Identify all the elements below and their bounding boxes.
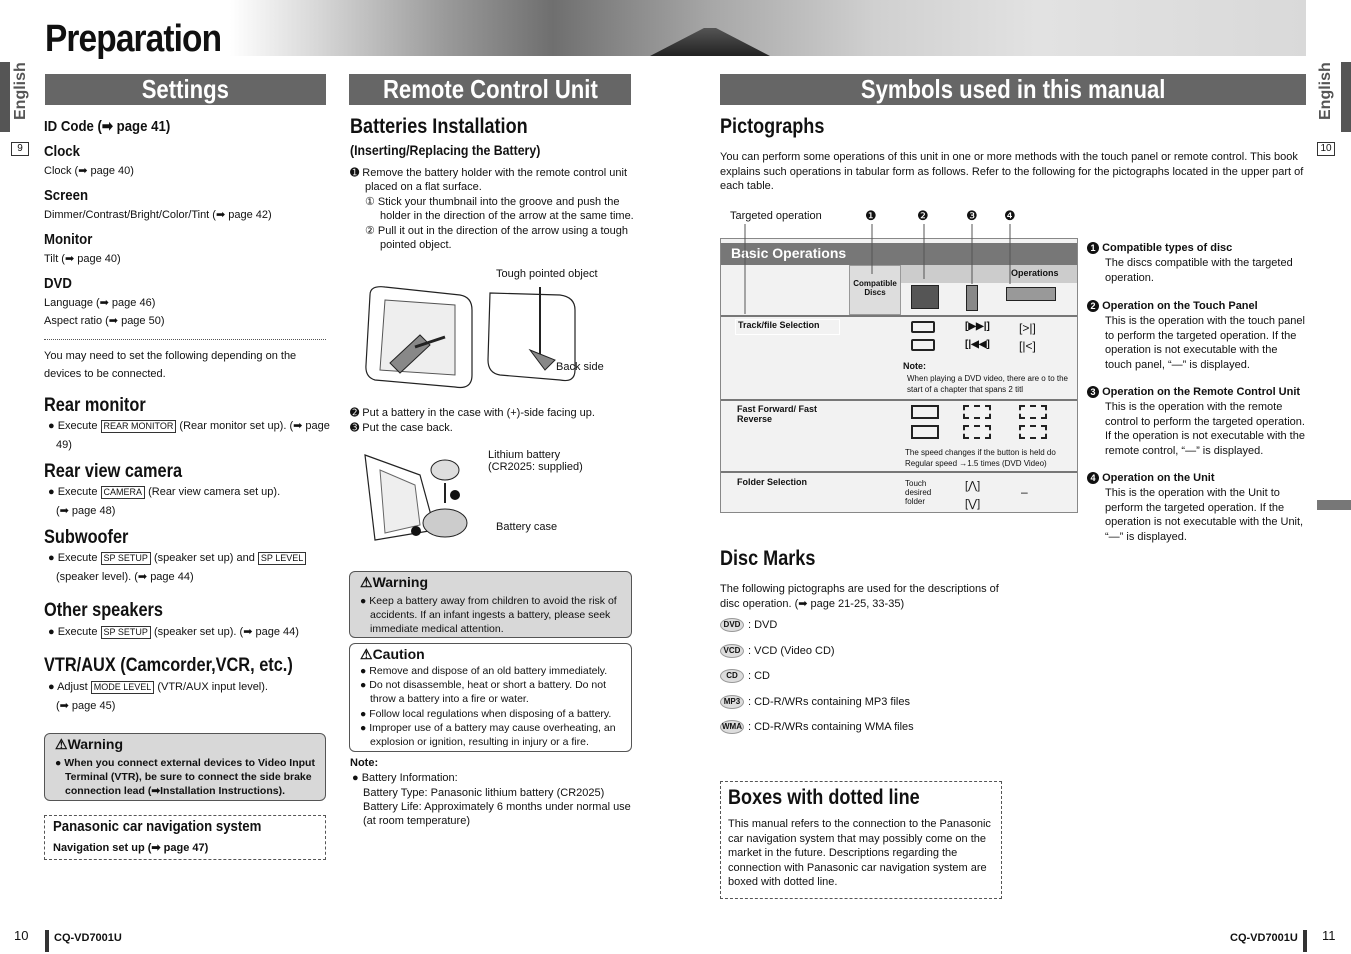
dvd-language-text: Language (➡ page 46) [44, 297, 156, 309]
number-4: ❹ [1004, 208, 1016, 223]
number-1: ❶ [865, 208, 877, 223]
settings-warning-box [44, 733, 326, 801]
dvd-icon: DVD [720, 618, 744, 632]
caution-item: ● Do not disassemble, heat or short a battery. Do not throw a battery into a fire or water. [360, 679, 607, 705]
step1-text-2: placed on a flat surface. [365, 181, 482, 193]
note-heading: Note: [350, 757, 379, 769]
sp-setup-key-2: SP SETUP [101, 626, 151, 639]
other-speakers-heading: Other speakers [44, 600, 163, 621]
vcd-icon: VCD [720, 644, 744, 658]
warning-icon: ⚠ [360, 574, 373, 590]
step1-text: ➊ Remove the battery holder with the remote control unit [350, 167, 628, 179]
right-page-num: 10 [1317, 142, 1335, 156]
nav-system-box [44, 815, 326, 860]
symbols-header-bar: Symbols used in this manual [720, 74, 1306, 105]
compat-col: Compatible Discs [853, 279, 897, 297]
header-banner-image [230, 0, 1306, 56]
dotted-box-heading: Boxes with dotted line [728, 786, 920, 809]
number-3: ❸ [966, 208, 978, 223]
remote-caution-box [349, 643, 632, 752]
other-speakers-text: ● Execute SP SETUP (speaker set up). (➡ page 44) [48, 626, 299, 638]
warning-icon: ⚠ [55, 736, 68, 752]
subwoofer-heading: Subwoofer [44, 527, 129, 548]
wma-icon: WMA [720, 720, 744, 734]
remote-removal-illustration [360, 265, 640, 395]
pictographs-text: You can perform some operations of this unit in one or more methods with the touch panel or remote control. This book explains such operations in tabular form as follows. Refer to the following for the pictographs located in the upper part of each table. [720, 151, 1304, 192]
footer-left-bar [45, 930, 49, 952]
rear-monitor-page: 49) [56, 439, 72, 451]
caution-icon: ⚠ [360, 646, 373, 662]
page-title: Preparation [45, 18, 222, 60]
monitor-text: Tilt (➡ page 40) [44, 253, 121, 265]
section-divider [44, 339, 326, 340]
left-page-num: 9 [11, 142, 29, 156]
disc-mark-wma: WMA : CD-R/WRs containing WMA files [722, 721, 914, 733]
vtr-aux-page: (➡ page 45) [56, 700, 116, 712]
step1-sub2-2: pointed object. [380, 239, 452, 251]
footer-left-page: 10 [14, 928, 29, 943]
sp-setup-key: SP SETUP [101, 552, 151, 565]
lithium-label: Lithium battery [488, 449, 561, 461]
footer-left-model: CQ-VD7001U [54, 932, 122, 944]
mp3-icon: MP3 [720, 695, 744, 709]
table-title: Basic Operations [731, 245, 847, 261]
warning-text: ● When you connect external devices to Video Input Terminal (VTR), be sure to connect the side brake connection lead (➡Installation Instructions). [55, 757, 315, 797]
remote-warning-box [349, 571, 632, 638]
sample-table: Basic Operations Compatible Discs Operations Track/file Selection [▶▶|] [|◀◀] [>|] [|<] Note: When playing a DVD video, there are o to the start of a chapter that spans 2 titl Fast Forward/ Fast Reverse The speed changes if the button is held do Regular speed →1.5 times (DVD Video) Folder Selection Touch desired folder [⋀] [⋁] – [720, 238, 1078, 513]
nav-system-title: Panasonic car navigation system [53, 818, 262, 835]
caution-title: ⚠Caution [360, 646, 425, 662]
warning-title: ⚠Warning [55, 736, 124, 752]
footer-right-bar [1303, 930, 1307, 952]
footer-right-page: 11 [1322, 928, 1336, 943]
monitor-heading: Monitor [44, 231, 93, 248]
ops-col: Operations [1011, 268, 1059, 278]
cr2025-label: (CR2025: supplied) [488, 461, 583, 473]
left-lang-tab: English [12, 62, 29, 120]
dvd-heading: DVD [44, 275, 72, 292]
dotted-box-text: This manual refers to the connection to the Panasonic car navigation system that may possibly come on the market in the future. Descriptions regarding the connection with Panasonic car navigation system are boxed with dotted line. [728, 818, 991, 888]
rear-camera-heading: Rear view camera [44, 461, 183, 482]
number-2: ❷ [917, 208, 929, 223]
subwoofer-page: (speaker level). (➡ page 44) [56, 571, 194, 583]
step3-text: ➌ Put the case back. [350, 422, 453, 434]
table-row-label: Track/file Selection [735, 319, 840, 335]
connection-note-line2: devices to be connected. [44, 368, 166, 380]
clock-heading: Clock [44, 143, 80, 160]
right-side-marker [1317, 500, 1351, 510]
callout-lines [720, 224, 1020, 334]
caution-item: ● Remove and dispose of an old battery immediately. [360, 665, 608, 677]
id-code-heading: ID Code (➡ page 41) [44, 118, 171, 135]
dash-mark: – [1021, 485, 1028, 499]
left-tab-marker [0, 62, 10, 132]
settings-header-bar: Settings [45, 74, 326, 105]
touch-text: Touch desired folder [905, 479, 932, 506]
pictographs-heading: Pictographs [720, 115, 825, 138]
remote-warning-title: ⚠Warning [360, 574, 429, 590]
caution-item: ● Follow local regulations when disposing of a battery. [360, 708, 612, 720]
batteries-subheading: (Inserting/Replacing the Battery) [350, 142, 541, 158]
nav-system-text: Navigation set up (➡ page 47) [53, 842, 209, 854]
right-lang-tab: English [1317, 62, 1334, 120]
disc-mark-vcd: VCD : VCD (Video CD) [720, 644, 835, 659]
table-note: Note: [903, 361, 926, 371]
note-line2: Battery Type: Panasonic lithium battery (CR2025) [363, 787, 605, 799]
step1-sub1-2: holder in the direction of the arrow at the same time. [380, 210, 634, 222]
footer-right-model: CQ-VD7001U [1230, 932, 1298, 944]
table-note-text: When playing a DVD video, there are o to the start of a chapter that spans 2 titl [907, 374, 1068, 394]
step2-text: ➋ Put a battery in the case with (+)-side facing up. [350, 407, 595, 419]
screen-text: Dimmer/Contrast/Bright/Color/Tint (➡ page 42) [44, 209, 272, 221]
rear-monitor-text: ● Execute REAR MONITOR (Rear monitor set up). (➡ page [48, 420, 330, 432]
step1-sub1: ① Stick your thumbnail into the groove and push the [365, 196, 620, 208]
disc-marks-text: The following pictographs are used for the descriptions of disc operation. (➡ page 21-25, 33-35) [720, 583, 999, 610]
batteries-heading: Batteries Installation [350, 115, 528, 138]
vtr-aux-text: ● Adjust MODE LEVEL (VTR/AUX input level). [48, 681, 268, 693]
dotted-line-box [720, 781, 1002, 899]
connection-note-line1: You may need to set the following depending on the [44, 350, 297, 362]
clock-text: Clock (➡ page 40) [44, 165, 134, 177]
speed-text: The speed changes if the button is held do Regular speed →1.5 times (DVD Video) [905, 448, 1056, 468]
battery-case-label: Battery case [496, 521, 558, 533]
table-row-label: Folder Selection [737, 477, 808, 487]
rear-camera-page: (➡ page 48) [56, 505, 116, 517]
caution-item: ● Improper use of a battery may cause overheating, an explosion or ignition, resulting in injury or a fire. [360, 722, 616, 748]
vtr-aux-heading: VTR/AUX (Camcorder,VCR, etc.) [44, 655, 293, 676]
disc-mark-cd: CD : CD [720, 669, 770, 684]
rear-monitor-key: REAR MONITOR [101, 420, 177, 433]
screen-heading: Screen [44, 187, 89, 204]
rear-monitor-heading: Rear monitor [44, 395, 146, 416]
note-line1: ● Battery Information: [352, 772, 458, 784]
targeted-operation-label: Targeted operation [730, 210, 822, 222]
mode-level-key: MODE LEVEL [91, 681, 155, 694]
disc-mark-mp3: MP3 : CD-R/WRs containing MP3 files [720, 695, 910, 710]
disc-mark-dvd: DVD : DVD [720, 618, 777, 633]
dvd-aspect-text: Aspect ratio (➡ page 50) [44, 315, 165, 327]
right-tab-marker [1341, 62, 1351, 132]
subwoofer-text: ● Execute SP SETUP (speaker set up) and SP LEVEL [48, 551, 306, 566]
remote-header-bar: Remote Control Unit [349, 74, 631, 105]
note-line4: (at room temperature) [363, 815, 470, 827]
tough-object-label: Tough pointed object [496, 268, 598, 280]
remote-warning-text: ● Keep a battery away from children to avoid the risk of accidents. If an infant ingests a battery, please seek immediate medical attention. [360, 595, 617, 635]
battery-insertion-illustration [360, 445, 500, 550]
table-row-label: Fast Forward/ Fast Reverse [737, 404, 818, 424]
step1-sub2: ② Pull it out in the direction of the arrow using a tough [365, 225, 629, 237]
back-side-label: Back side [556, 361, 604, 373]
rear-camera-text: ● Execute CAMERA (Rear view camera set up). [48, 486, 281, 498]
camera-key: CAMERA [101, 486, 146, 499]
disc-marks-heading: Disc Marks [720, 547, 816, 570]
cd-icon: CD [720, 669, 744, 683]
sp-level-key: SP LEVEL [258, 552, 306, 565]
note-line3: Battery Life: Approximately 6 months under normal use [363, 801, 631, 813]
